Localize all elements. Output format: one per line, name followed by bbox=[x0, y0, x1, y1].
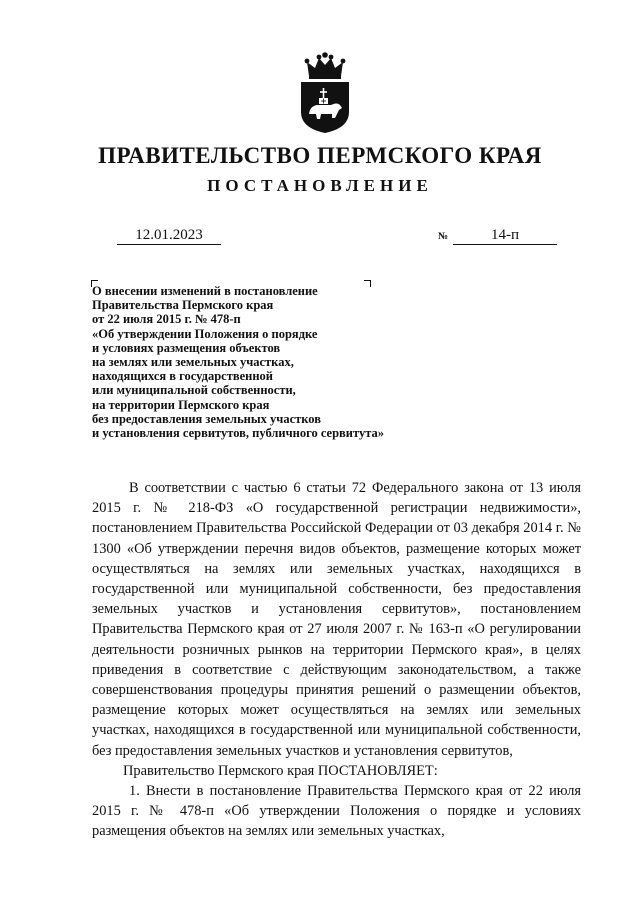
number-label: № bbox=[438, 231, 449, 242]
subject-line: на территории Пермского края bbox=[92, 397, 270, 412]
subject-line: и условиях размещения объектов bbox=[92, 340, 281, 355]
subject-line: или муниципальной собственности, bbox=[92, 383, 296, 398]
resolves-paragraph: Правительство Пермского края ПОСТАНОВЛЯЕТ: bbox=[123, 762, 438, 779]
government-title: ПРАВИТЕЛЬСТВО ПЕРМСКОГО КРАЯ bbox=[98, 143, 542, 168]
document-date: 12.01.2023 bbox=[117, 226, 221, 245]
subject-line: на землях или земельных участках, bbox=[92, 355, 294, 370]
document-subject bbox=[92, 284, 472, 440]
subject-line: без предоставления земельных участков bbox=[92, 411, 321, 426]
subject-line: и установления сервитутов, публичного сервитута» bbox=[92, 426, 385, 441]
subject-line: «Об утверждении Положения о порядке bbox=[92, 326, 318, 341]
subject-line: находящихся в государственной bbox=[92, 369, 273, 384]
subject-line: от 22 июля 2015 г. № 478-п bbox=[92, 312, 241, 327]
document-type: ПОСТАНОВЛЕНИЕ bbox=[207, 176, 433, 195]
preamble-paragraph: В соответствии с частью 6 статьи 72 Федерального закона от 13 июля 2015 г. № 218-ФЗ «О государственной регистрации недвижимости», постановлением Правительства Российской Федерации от 03 декабря 2014 г. № 1300 «Об утверждении перечня видов объектов, размещение которых может осуществляться на землях или земельных участках, находящихся в государственной или муниципальной собственности, без предоставления земельных участков и установления сервитутов», постановлением Правительства Пермского края от 27 июля 2007 г. № 163-п «О регулировании деятельности розничных рынков на территории Пермского края», в целях приведения в соответствие с действующим законодательством, а также совершенствования процедуры принятия решений о размещении объектов, размещение которых может осуществляться на землях или земельных участках, находящихся в государственной или муниципальной собственности, без предоставления земельных участков и установления сервитутов, bbox=[92, 480, 581, 759]
document-body bbox=[92, 478, 581, 842]
item-1-paragraph: 1. Внести в постановление Правительства Пермского края от 22 июля 2015 г. № 478-п «Об утверждении Положения о порядке и условиях размещения объектов на землях или земельных участках, bbox=[92, 783, 581, 840]
subject-line: О внесении изменений в постановление bbox=[92, 284, 318, 298]
subject-line: Правительства Пермского края bbox=[92, 298, 274, 313]
document-number: 14-п bbox=[453, 226, 557, 245]
perm-krai-coat-of-arms-icon bbox=[295, 52, 355, 134]
